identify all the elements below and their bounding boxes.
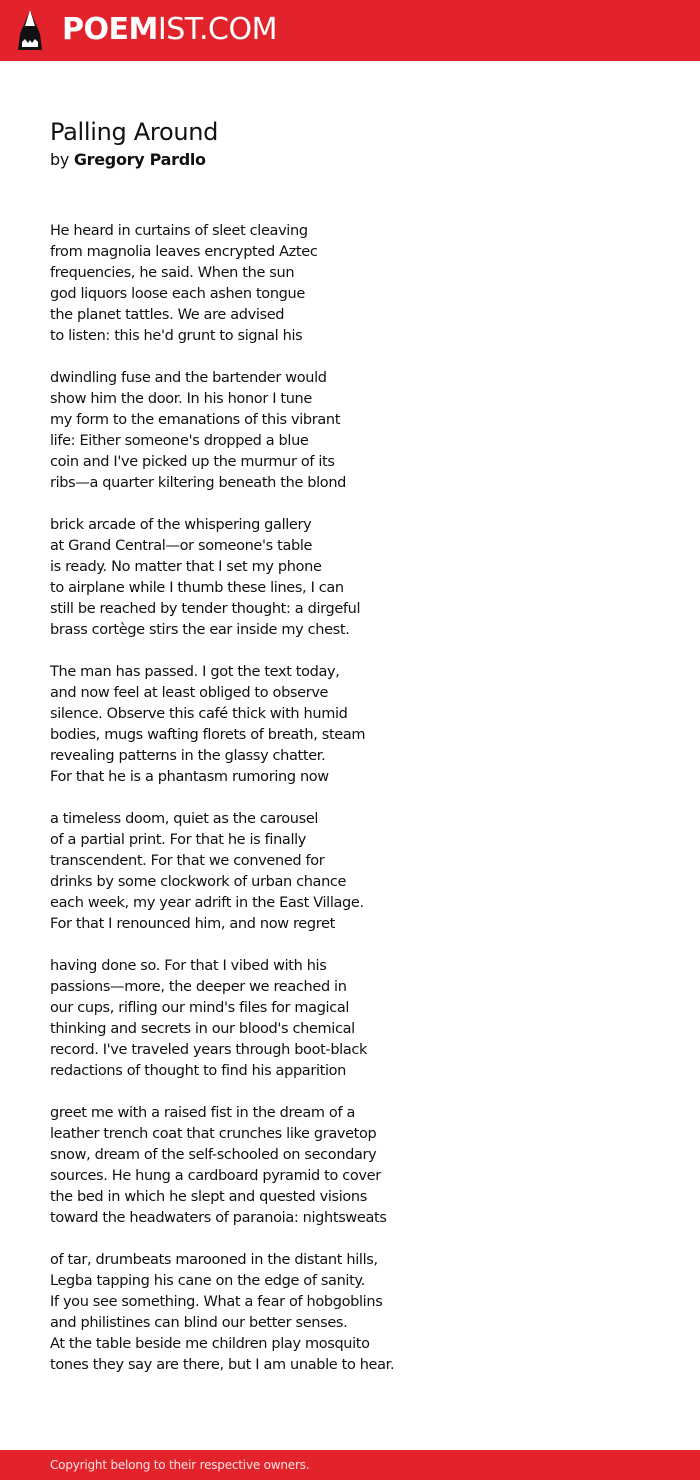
poem-line: drinks by some clockwork of urban chance: [50, 874, 347, 890]
poem-line: the bed in which he slept and quested visions: [50, 1189, 367, 1205]
poem-line: from magnolia leaves encrypted Aztec: [50, 244, 318, 260]
poem-line: to airplane while I thumb these lines, I can: [50, 580, 344, 596]
poem-line: sources. He hung a cardboard pyramid to cover: [50, 1168, 381, 1184]
pen-nib-logo-icon: [17, 9, 43, 51]
poem-line: transcendent. For that we convened for: [50, 853, 325, 869]
poem-line: At the table beside me children play mosquito: [50, 1336, 370, 1352]
poem-line: frequencies, he said. When the sun: [50, 265, 295, 281]
poem-line: ribs—a quarter kiltering beneath the blond: [50, 475, 347, 491]
poem-line: the planet tattles. We are advised: [50, 307, 285, 323]
logo-text-light: IST.COM: [157, 12, 277, 47]
poem-article: [50, 114, 650, 1397]
poem-stanza: [50, 1250, 650, 1376]
logo-text-bold: POEM: [62, 12, 158, 47]
site-logo-text: [62, 11, 277, 49]
poem-line: passions—more, the deeper we reached in: [50, 979, 347, 995]
poem-line: and philistines can blind our better senses.: [50, 1315, 348, 1331]
poem-line: and now feel at least obliged to observe: [50, 685, 329, 701]
copyright-notice: Copyright belong to their respective owners.: [50, 1458, 310, 1472]
poem-line: at Grand Central—or someone's table: [50, 538, 313, 554]
poem-stanza: [50, 368, 650, 494]
poem-line: If you see something. What a fear of hobgoblins: [50, 1294, 383, 1310]
byline-prefix: by: [50, 150, 70, 169]
poem-line: a timeless doom, quiet as the carousel: [50, 811, 319, 827]
poem-line: greet me with a raised fist in the dream of a: [50, 1105, 355, 1121]
poem-line: of a partial print. For that he is finally: [50, 832, 307, 848]
poem-line: show him the door. In his honor I tune: [50, 391, 312, 407]
poem-line: tones they say are there, but I am unable to hear.: [50, 1357, 395, 1373]
poem-stanza: [50, 662, 650, 788]
author-link[interactable]: Gregory Pardlo: [73, 150, 206, 169]
poem-line: brass cortège stirs the ear inside my chest.: [50, 622, 350, 638]
poem-line: He heard in curtains of sleet cleaving: [50, 223, 308, 239]
poem-line: toward the headwaters of paranoia: nightsweats: [50, 1210, 387, 1226]
poem-line: of tar, drumbeats marooned in the distant hills,: [50, 1252, 378, 1268]
poem-title: Palling Around: [50, 118, 219, 146]
poem-line: snow, dream of the self-schooled on secondary: [50, 1147, 377, 1163]
poem-line: coin and I've picked up the murmur of its: [50, 454, 335, 470]
site-footer: [0, 1450, 700, 1480]
poem-line: For that I renounced him, and now regret: [50, 916, 335, 932]
poem-line: For that he is a phantasm rumoring now: [50, 769, 329, 785]
poem-line: dwindling fuse and the bartender would: [50, 370, 327, 386]
poem-line: to listen: this he'd grunt to signal his: [50, 328, 303, 344]
poem-line: having done so. For that I vibed with his: [50, 958, 327, 974]
poem-line: The man has passed. I got the text today,: [50, 664, 340, 680]
poem-stanza: [50, 221, 650, 347]
poem-line: each week, my year adrift in the East Village.: [50, 895, 364, 911]
poem-line: our cups, rifling our mind's files for magical: [50, 1000, 350, 1016]
poem-line: bodies, mugs wafting florets of breath, steam: [50, 727, 366, 743]
poem-line: is ready. No matter that I set my phone: [50, 559, 322, 575]
poem-line: still be reached by tender thought: a dirgeful: [50, 601, 361, 617]
site-header: [0, 0, 700, 61]
poem-line: revealing patterns in the glassy chatter.: [50, 748, 326, 764]
poem-stanza: [50, 515, 650, 641]
poem-line: brick arcade of the whispering gallery: [50, 517, 312, 533]
poem-line: redactions of thought to find his apparition: [50, 1063, 347, 1079]
poem-line: god liquors loose each ashen tongue: [50, 286, 305, 302]
poem-line: my form to the emanations of this vibrant: [50, 412, 341, 428]
poem-line: life: Either someone's dropped a blue: [50, 433, 309, 449]
poem-line: Legba tapping his cane on the edge of sanity.: [50, 1273, 365, 1289]
poem-stanza: [50, 956, 650, 1082]
poem-byline: [50, 150, 650, 170]
poem-line: silence. Observe this café thick with humid: [50, 706, 348, 722]
poem-stanza: [50, 1103, 650, 1229]
poem-line: record. I've traveled years through boot-black: [50, 1042, 368, 1058]
poem-body: [50, 221, 650, 1376]
poem-line: leather trench coat that crunches like gravetop: [50, 1126, 377, 1142]
poem-line: thinking and secrets in our blood's chemical: [50, 1021, 355, 1037]
poem-stanza: [50, 809, 650, 935]
